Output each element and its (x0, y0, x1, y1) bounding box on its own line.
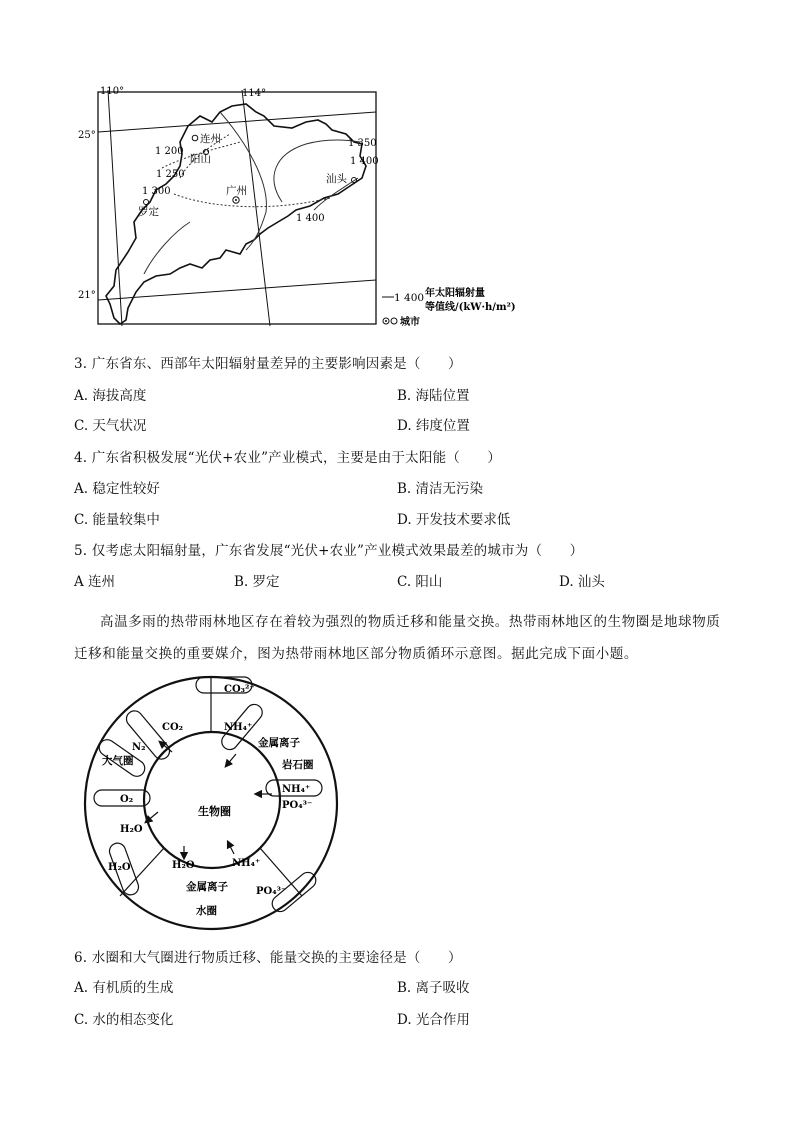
parallel-25 (98, 112, 376, 132)
n2-label: N₂ (132, 742, 146, 753)
q5-option-b[interactable]: B. 罗定 (234, 574, 280, 590)
iso-label-1400-east: 1 400 (350, 156, 379, 167)
city-shantou-label: 汕头 (326, 173, 347, 185)
arrow-nh4-bottom (228, 842, 234, 854)
q6-option-a[interactable]: A. 有机质的生成 (74, 980, 174, 996)
nh4-top-label: NH₄⁺ (224, 722, 253, 733)
nh4-bottom-label: NH₄⁺ (232, 858, 261, 869)
q4-option-d[interactable]: D. 开发技术要求低 (397, 512, 511, 528)
q5-option-a[interactable]: A 连州 (74, 574, 116, 590)
city-lianzhou-label: 连州 (200, 133, 221, 145)
po4-bottom-label: PO₄³⁻ (256, 886, 287, 897)
city-luoding-label: 罗定 (138, 206, 159, 218)
q6-option-c[interactable]: C. 水的相态变化 (74, 1012, 174, 1028)
q3-option-d[interactable]: D. 纬度位置 (397, 418, 470, 434)
isoline-1300 (174, 194, 330, 207)
legend-isoline-title-2: 等值线/(kW·h/m²) (425, 302, 516, 313)
city-guangzhou-dot (235, 199, 237, 201)
legend-isoline-value: 1 400 (394, 292, 425, 304)
legend-city-icon-2 (391, 318, 397, 324)
lon-110-label: 110° (100, 86, 125, 97)
intro-line-1: 高温多雨的热带雨林地区存在着较为强烈的物质迁移和能量交换。热带雨林地区的生物圈是地球物质 (100, 614, 721, 630)
biosphere-label: 生物圈 (198, 805, 231, 818)
city-guangzhou-label: 广州 (226, 185, 247, 197)
q5-option-d[interactable]: D. 汕头 (559, 574, 605, 590)
arrow-h2o-left (146, 812, 158, 822)
q3-option-a[interactable]: A. 海拔高度 (74, 388, 147, 404)
hydrosphere-label: 水圈 (196, 905, 217, 917)
city-luoding-marker (144, 200, 149, 205)
h2o-bottom-label: H₂O (172, 860, 195, 871)
q4-stem: 4. 广东省积极发展“光伏+农业”产业模式，主要是由于太阳能（ ） (74, 450, 502, 466)
q5-stem: 5. 仅考虑太阳辐射量，广东省发展“光伏+农业”产业模式效果最差的城市为（ ） (74, 543, 584, 559)
intro-line-2: 迁移和能量交换的重要媒介，图为热带雨林地区部分物质循环示意图。据此完成下面小题。 (74, 646, 638, 662)
q3-option-c[interactable]: C. 天气状况 (74, 418, 147, 434)
o2-label: O₂ (120, 794, 134, 805)
arrow-metal-top (226, 754, 236, 766)
co3-label: CO₃²⁻ (224, 684, 255, 695)
h2o-bottom-left-label: H₂O (108, 862, 131, 873)
legend-city-icon-dot (385, 320, 387, 322)
solar-radiation-map (70, 82, 550, 332)
legend-isoline-title-1: 年太阳辐射量 (425, 288, 485, 299)
q6-option-d[interactable]: D. 光合作用 (397, 1012, 470, 1028)
lat-25-label: 25° (78, 130, 96, 141)
co2-label: CO₂ (162, 722, 184, 733)
q6-stem: 6. 水圈和大气圈进行物质迁移、能量交换的主要途径是（ ） (74, 950, 462, 966)
city-yangshan-label: 阳山 (190, 153, 211, 165)
q3-option-b[interactable]: B. 海陆位置 (397, 388, 470, 404)
lithosphere-label: 岩石圈 (282, 759, 314, 771)
metal-ions-top-label: 金属离子 (258, 737, 300, 749)
isoline-1400-inner (220, 112, 266, 250)
isoline-1350 (274, 140, 360, 202)
q6-option-b[interactable]: B. 离子吸收 (397, 980, 470, 996)
metal-ions-bottom-label: 金属离子 (186, 881, 228, 893)
lon-114-label: 114° (242, 88, 267, 99)
q3-stem: 3. 广东省东、西部年太阳辐射量差异的主要影响因素是（ ） (74, 356, 462, 372)
material-cycle-diagram (76, 672, 346, 934)
h2o-left-label: H₂O (120, 824, 143, 835)
iso-label-1300: 1 300 (142, 186, 171, 197)
q4-option-b[interactable]: B. 清洁无污染 (397, 481, 484, 497)
legend-city-text: 城市 (400, 317, 420, 328)
iso-label-1250: 1 250 (156, 169, 185, 180)
q4-option-a[interactable]: A. 稳定性较好 (74, 481, 160, 497)
iso-label-1350: 1 350 (348, 138, 377, 149)
parallel-21 (98, 280, 376, 300)
lat-21-label: 21° (78, 290, 96, 301)
q5-option-c[interactable]: C. 阳山 (397, 574, 443, 590)
iso-label-1200: 1 200 (155, 146, 184, 157)
nh4-right-label: NH₄⁺ (282, 784, 311, 795)
po4-right-label: PO₄³⁻ (282, 800, 313, 811)
city-lianzhou-marker (192, 135, 198, 141)
q4-option-c[interactable]: C. 能量较集中 (74, 512, 160, 528)
atmosphere-label: 大气圈 (102, 755, 134, 767)
biosphere-circle (144, 732, 280, 868)
iso-label-1400-south: 1 400 (296, 213, 325, 224)
meridian-114 (242, 90, 270, 326)
